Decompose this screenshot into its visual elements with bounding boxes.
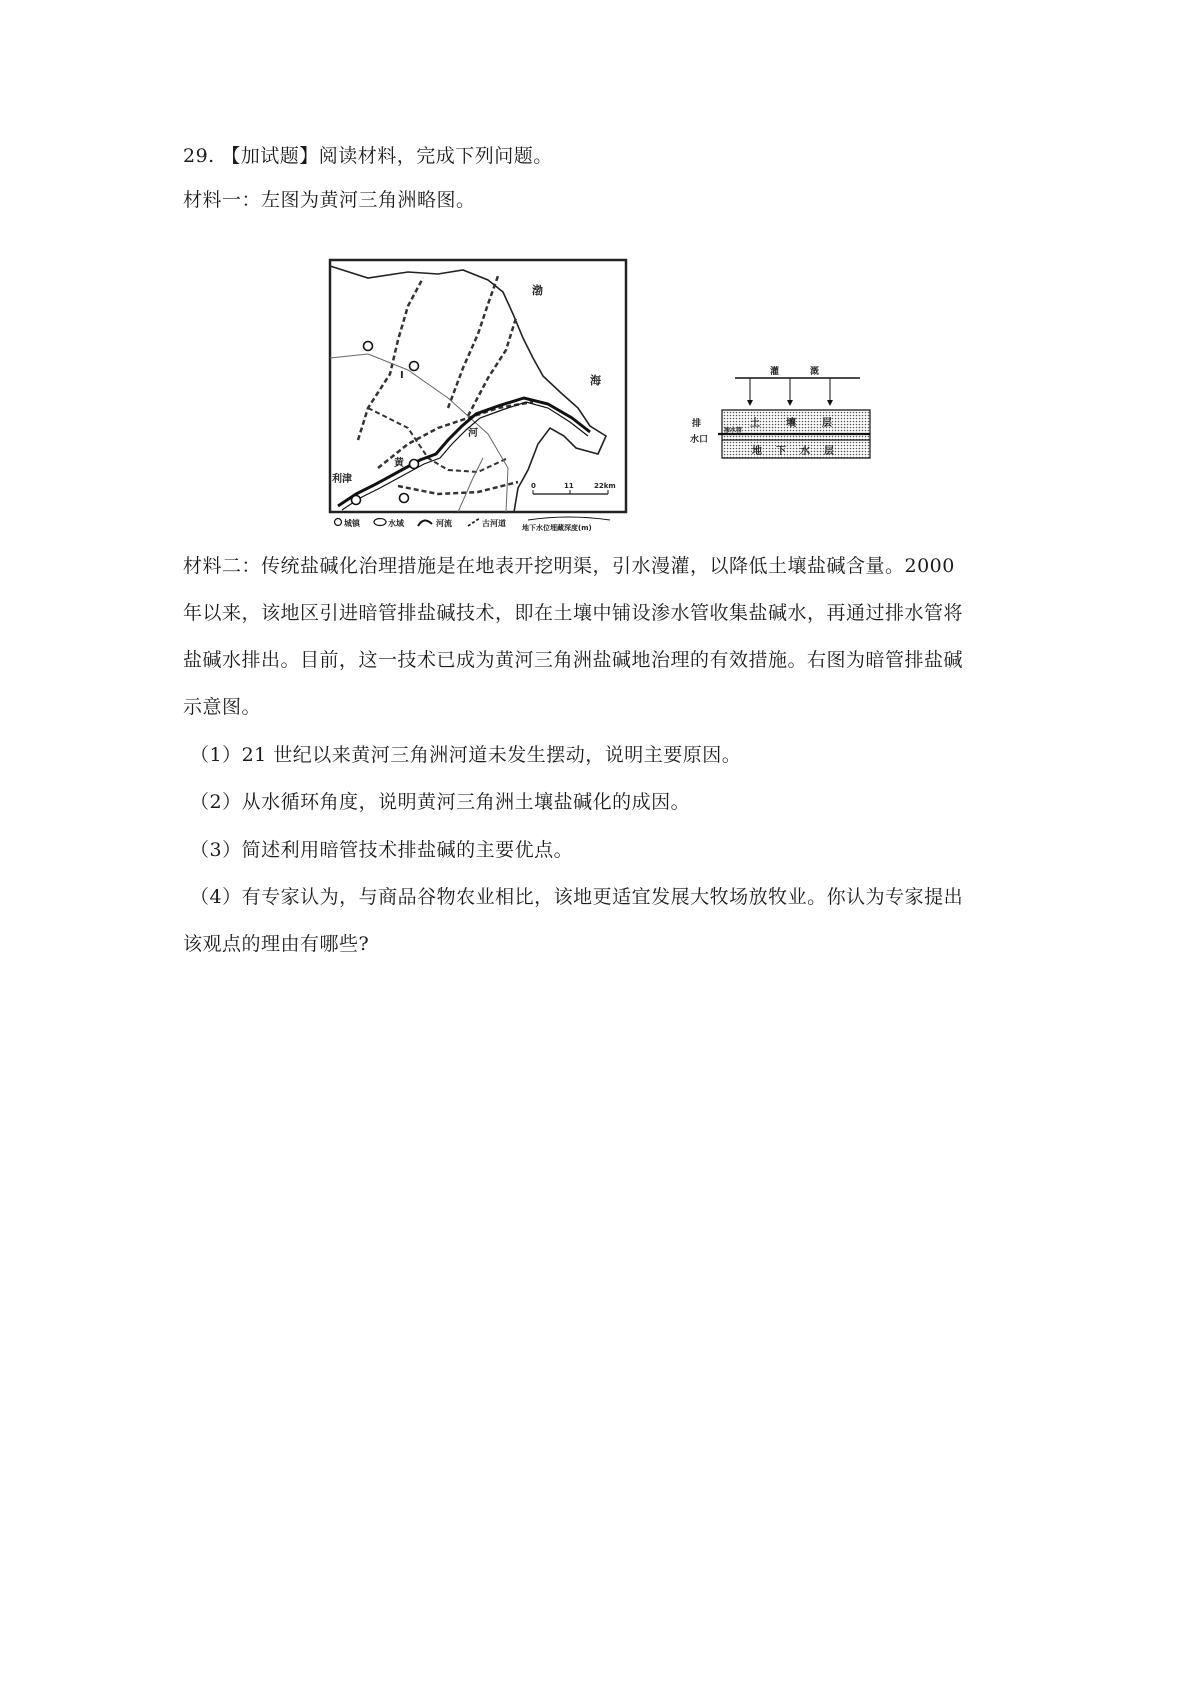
label-soil-1: 土 — [750, 418, 760, 429]
material-two-line-1: 材料二：传统盐碱化治理措施是在地表开挖明渠，引水漫灌，以降低土壤盐碱含量。2000 — [183, 555, 955, 577]
yellow-river-delta-map — [328, 258, 688, 570]
material-two-line-3: 盐碱水排出。目前，这一技术已成为黄河三角洲盐碱地治理的有效措施。右图为暗管排盐碱 — [183, 649, 964, 671]
map-label-lijin: 利津 — [332, 474, 352, 485]
sub-question-4: （4）有专家认为，与商品谷物农业相比，该地更适宜发展大牧场放牧业。你认为专家提出 — [190, 886, 964, 908]
label-groundwater-2: 下 — [776, 446, 786, 457]
legend-water: 水域 — [388, 519, 404, 528]
drainage-pipe-diagram — [690, 360, 890, 480]
legend-groundwater: 地下水位埋藏深度(m) — [522, 524, 592, 532]
label-irrigation-2: 溉 — [810, 367, 820, 377]
label-groundwater-4: 层 — [824, 446, 834, 457]
map-label-bohai-2: 海 — [590, 374, 601, 387]
label-soil-3: 层 — [822, 418, 832, 429]
label-irrigation-1: 灌 — [770, 367, 780, 377]
label-outlet-2: 水口 — [690, 435, 709, 445]
legend-river: 河流 — [436, 519, 452, 528]
material-one: 材料一：左图为黄河三角洲略图。 — [183, 189, 476, 211]
map-label-bohai-1: 渤 — [532, 284, 543, 297]
question-header: 29. 【加试题】阅读材料，完成下列问题。 — [183, 145, 553, 167]
legend-town: 城镇 — [344, 519, 360, 528]
label-groundwater-3: 水 — [800, 446, 810, 457]
scale-22km: 22km — [594, 482, 616, 490]
label-outlet-1: 排 — [692, 419, 702, 429]
legend-ancient-river: 古河道 — [482, 519, 506, 528]
sub-question-2: （2）从水循环角度，说明黄河三角洲土壤盐碱化的成因。 — [190, 791, 691, 813]
scale-11: 11 — [564, 482, 574, 490]
material-two-line-4: 示意图。 — [183, 696, 262, 718]
label-pipe: 渗水管 — [724, 427, 743, 434]
scale-0: 0 — [531, 482, 536, 490]
map-label-huang: 黄 — [394, 458, 404, 469]
sub-question-4-continued: 该观点的理由有哪些? — [183, 933, 370, 955]
sub-question-1: （1）21 世纪以来黄河三角洲河道未发生摆动，说明主要原因。 — [190, 744, 742, 766]
map-label-contour: I — [400, 370, 404, 381]
map-label-he: 河 — [468, 428, 478, 439]
sub-question-3: （3）简述利用暗管技术排盐碱的主要优点。 — [190, 839, 574, 861]
label-groundwater-1: 地 — [752, 446, 762, 457]
label-soil-2: 壤 — [786, 418, 796, 429]
material-two-line-2: 年以来，该地区引进暗管排盐碱技术，即在土壤中铺设渗水管收集盐碱水，再通过排水管将 — [183, 602, 964, 624]
